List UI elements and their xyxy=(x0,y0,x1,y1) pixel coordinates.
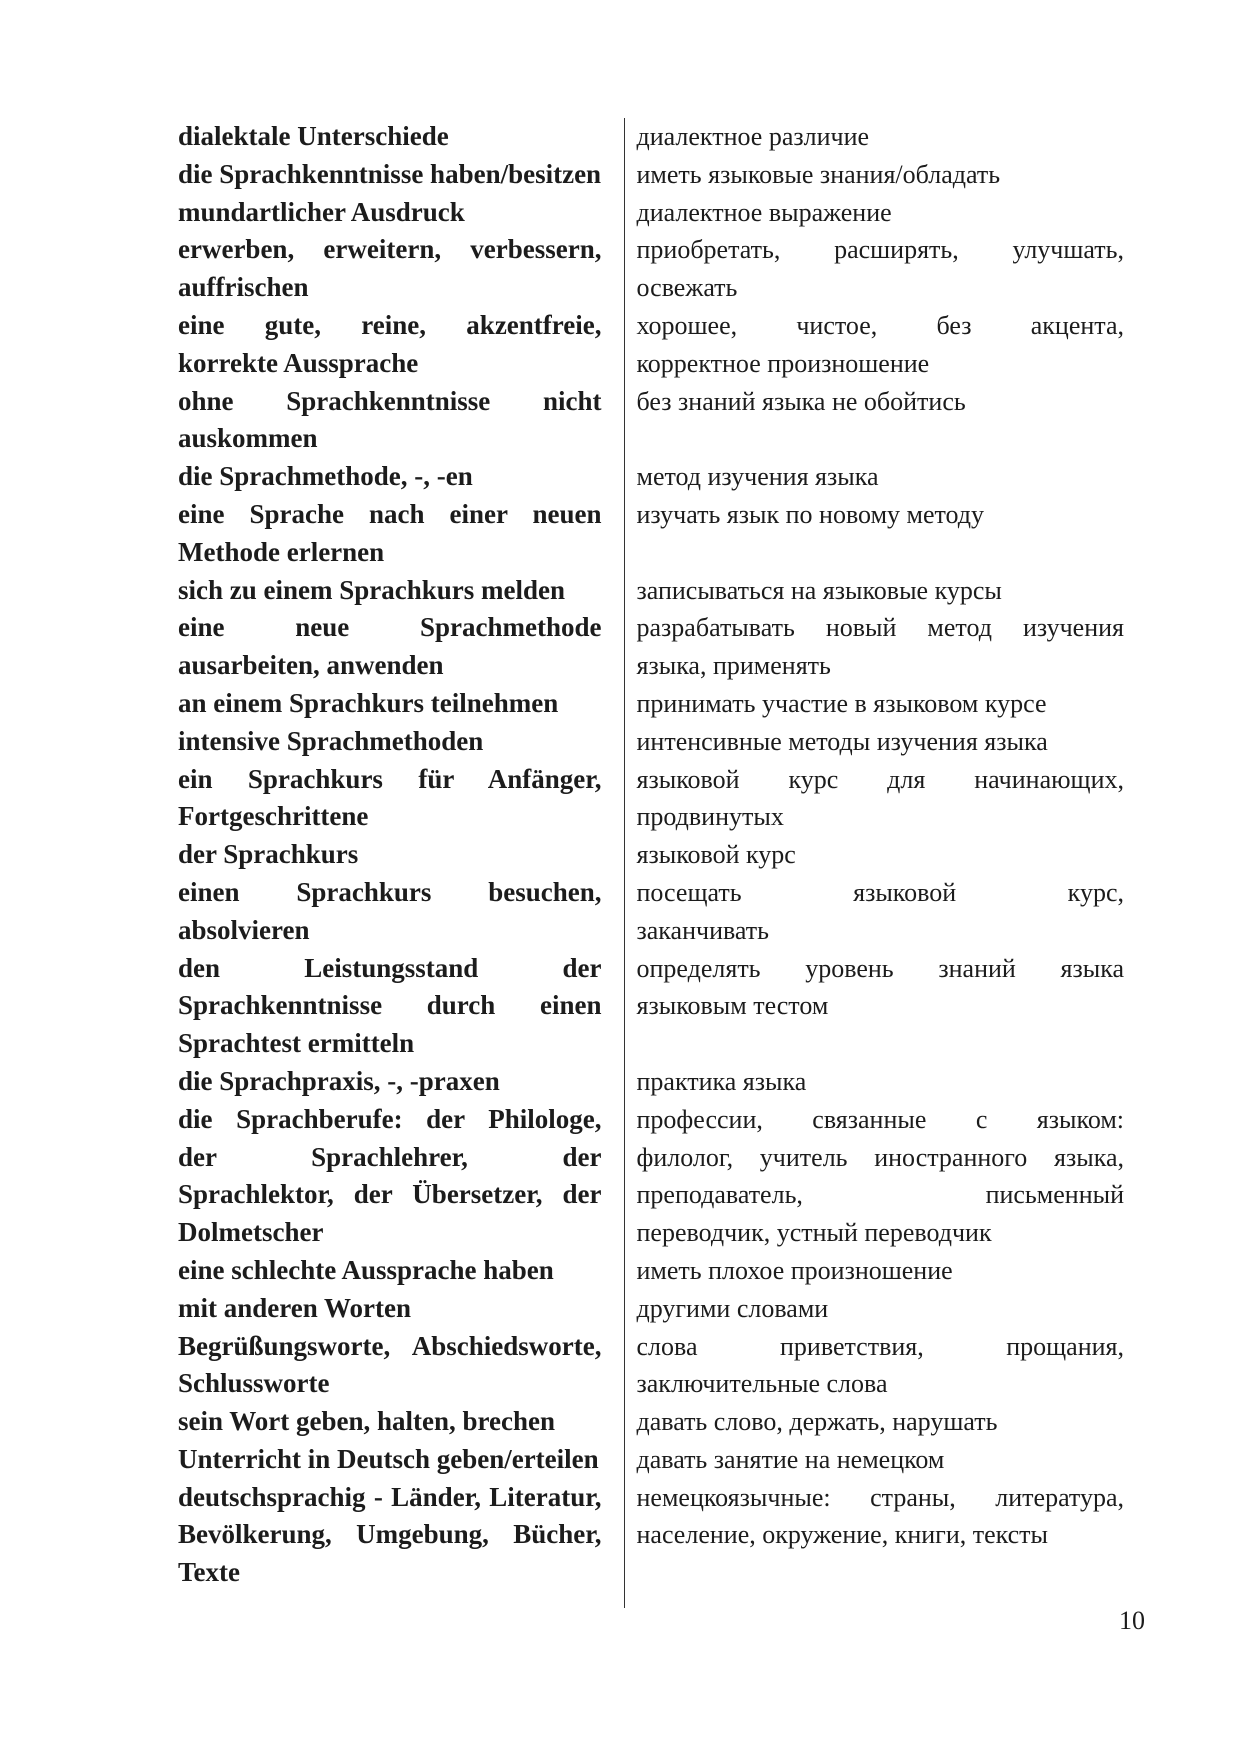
german-term xyxy=(178,307,624,383)
vocabulary-row xyxy=(178,723,1124,761)
russian-translation xyxy=(624,1479,1124,1608)
russian-translation xyxy=(624,1403,1124,1441)
russian-translation xyxy=(624,1441,1124,1479)
german-term-line: dialektale Unterschiede xyxy=(178,121,449,151)
russian-translation-line: другими словами xyxy=(636,1293,829,1323)
russian-translation-line: приобретать, расширять, улучшать, xyxy=(636,235,1124,265)
russian-translation-line: разрабатывать новый метод изучения xyxy=(636,613,1124,643)
german-term-line: die Sprachkenntnisse haben/besitzen xyxy=(178,158,602,189)
german-term-line: die Sprachberufe: der Philologe, xyxy=(178,1103,602,1134)
blank-line xyxy=(637,1025,1125,1063)
german-term xyxy=(178,1403,624,1441)
russian-translation-line: диалектное выражение xyxy=(636,197,892,227)
vocabulary-row xyxy=(178,1101,1124,1252)
vocabulary-table-body xyxy=(178,118,1124,1608)
russian-translation-line: принимать участие в языковом курсе xyxy=(636,688,1047,718)
russian-translation-line: заканчивать xyxy=(636,915,770,945)
german-term-line: Dolmetscher xyxy=(178,1217,324,1248)
russian-translation-line: практика языка xyxy=(636,1066,807,1096)
german-term-line: Texte xyxy=(178,1557,240,1588)
german-term-line: eine gute, reine, akzentfreie, xyxy=(178,309,602,340)
german-term xyxy=(178,1290,624,1328)
russian-translation-line: освежать xyxy=(636,273,738,303)
russian-translation-line: профессии, связанные с языком: xyxy=(636,1104,1124,1134)
german-term xyxy=(178,572,624,610)
german-term-line: absolvieren xyxy=(178,914,310,945)
german-term-line: eine schlechte Aussprache haben xyxy=(178,1254,554,1285)
russian-translation-line: языковой курс для начинающих, xyxy=(636,764,1124,794)
russian-translation-line: языковой курс xyxy=(636,840,796,870)
vocabulary-row xyxy=(178,874,1124,950)
russian-translation xyxy=(624,1063,1124,1101)
german-term-line: an einem Sprachkurs teilnehmen xyxy=(178,687,559,718)
vocabulary-row xyxy=(178,1328,1124,1404)
german-term-line: Methode erlernen xyxy=(178,536,385,567)
russian-translation xyxy=(624,156,1124,194)
russian-translation xyxy=(624,194,1124,232)
german-term xyxy=(178,609,624,685)
german-term-line: Bevölkerung, Umgebung, Bücher, xyxy=(178,1519,602,1550)
blank-line xyxy=(637,534,1125,572)
russian-translation xyxy=(624,496,1124,572)
german-term xyxy=(178,231,624,307)
german-term-line: Sprachtest ermitteln xyxy=(178,1028,415,1059)
vocabulary-row xyxy=(178,307,1124,383)
vocabulary-row xyxy=(178,950,1124,1063)
russian-translation xyxy=(624,723,1124,761)
russian-translation-line: посещать языковой курс, xyxy=(636,877,1124,907)
vocabulary-row xyxy=(178,1063,1124,1101)
russian-translation xyxy=(624,836,1124,874)
german-term xyxy=(178,685,624,723)
russian-translation-line: иметь языковые знания/обладать xyxy=(636,159,1001,189)
vocabulary-row xyxy=(178,1252,1124,1290)
german-term-line: sein Wort geben, halten, brechen xyxy=(178,1406,556,1437)
german-term-line: mit anderen Worten xyxy=(178,1292,411,1323)
german-term xyxy=(178,194,624,232)
russian-translation-line: иметь плохое произношение xyxy=(636,1255,953,1285)
vocabulary-row xyxy=(178,194,1124,232)
german-term xyxy=(178,761,624,837)
russian-translation-line: определять уровень знаний языка xyxy=(636,953,1124,983)
german-term-line: die Sprachpraxis, -, -praxen xyxy=(178,1065,500,1096)
russian-translation-line: давать слово, держать, нарушать xyxy=(636,1407,998,1437)
russian-translation-line: давать занятие на немецком xyxy=(636,1444,945,1474)
blank-line xyxy=(637,420,1125,458)
german-term xyxy=(178,1101,624,1252)
german-term-line: der Sprachkurs xyxy=(178,839,359,870)
vocabulary-row xyxy=(178,231,1124,307)
russian-translation-line: немецкоязычные: страны, литература, xyxy=(636,1482,1124,1512)
german-term xyxy=(178,874,624,950)
russian-translation-line: записываться на языковые курсы xyxy=(636,575,1002,605)
russian-translation-line: языка, применять xyxy=(636,651,831,681)
german-term xyxy=(178,118,624,156)
russian-translation-line: интенсивные методы изучения языка xyxy=(636,726,1048,756)
russian-translation xyxy=(624,458,1124,496)
russian-translation xyxy=(624,118,1124,156)
russian-translation-line: диалектное различие xyxy=(636,122,870,151)
german-term-line: deutschsprachig - Länder, Literatur, xyxy=(178,1481,602,1512)
german-term-line: auffrischen xyxy=(178,272,309,303)
russian-translation xyxy=(624,609,1124,685)
german-term xyxy=(178,950,624,1063)
german-term xyxy=(178,496,624,572)
german-term xyxy=(178,156,624,194)
german-term-line: eine neue Sprachmethode xyxy=(178,612,602,643)
german-term-line: Begrüßungsworte, Abschiedsworte, xyxy=(178,1330,602,1361)
russian-translation xyxy=(624,572,1124,610)
german-term-line: mundartlicher Ausdruck xyxy=(178,196,465,227)
vocabulary-row xyxy=(178,609,1124,685)
russian-translation xyxy=(624,685,1124,723)
russian-translation-line: переводчик, устный переводчик xyxy=(636,1218,992,1248)
russian-translation xyxy=(624,307,1124,383)
russian-translation-line: корректное произношение xyxy=(636,348,930,378)
german-term-line: auskommen xyxy=(178,423,318,454)
russian-translation-line: филолог, учитель иностранного языка, xyxy=(636,1142,1124,1172)
german-term xyxy=(178,723,624,761)
russian-translation xyxy=(624,1290,1124,1328)
russian-translation xyxy=(624,383,1124,459)
vocabulary-row xyxy=(178,156,1124,194)
russian-translation-line: хорошее, чистое, без акцента, xyxy=(636,310,1124,340)
vocabulary-row xyxy=(178,1290,1124,1328)
russian-translation xyxy=(624,231,1124,307)
blank-line xyxy=(637,1554,1125,1592)
german-term-line: intensive Sprachmethoden xyxy=(178,725,484,756)
vocabulary-row xyxy=(178,1403,1124,1441)
german-term-line: einen Sprachkurs besuchen, xyxy=(178,876,602,907)
vocabulary-row xyxy=(178,685,1124,723)
german-term-line: ohne Sprachkenntnisse nicht xyxy=(178,385,602,416)
german-term xyxy=(178,836,624,874)
german-term-line: Schlussworte xyxy=(178,1368,330,1399)
german-term-line: die Sprachmethode, -, -en xyxy=(178,461,473,492)
vocabulary-row xyxy=(178,496,1124,572)
german-term-line: Sprachkenntnisse durch einen xyxy=(178,990,602,1021)
german-term-line: ein Sprachkurs für Anfänger, xyxy=(178,763,602,794)
vocabulary-row xyxy=(178,458,1124,496)
russian-translation xyxy=(624,874,1124,950)
german-term-line: der Sprachlehrer, der xyxy=(178,1141,602,1172)
russian-translation-line: заключительные слова xyxy=(636,1369,888,1399)
german-term-line: Sprachlektor, der Übersetzer, der xyxy=(178,1179,602,1210)
german-term-line: erwerben, erweitern, verbessern, xyxy=(178,234,602,265)
german-term xyxy=(178,1328,624,1404)
german-term-line: sich zu einem Sprachkurs melden xyxy=(178,574,566,605)
german-term xyxy=(178,1479,624,1608)
vocabulary-row xyxy=(178,383,1124,459)
russian-translation xyxy=(624,1328,1124,1404)
russian-translation-line: изучать язык по новому методу xyxy=(636,499,985,529)
vocabulary-row xyxy=(178,1479,1124,1608)
german-term xyxy=(178,1441,624,1479)
german-term-line: eine Sprache nach einer neuen xyxy=(178,498,602,529)
page-number: 10 xyxy=(1119,1606,1145,1635)
russian-translation-line: население, окружение, книги, тексты xyxy=(636,1520,1049,1550)
german-term-line: korrekte Aussprache xyxy=(178,347,419,378)
russian-translation-line: без знаний языка не обойтись xyxy=(636,386,966,416)
german-term xyxy=(178,1252,624,1290)
vocabulary-row xyxy=(178,761,1124,837)
vocabulary-row xyxy=(178,836,1124,874)
russian-translation xyxy=(624,1252,1124,1290)
russian-translation-line: слова приветствия, прощания, xyxy=(636,1331,1124,1361)
russian-translation-line: языковым тестом xyxy=(636,991,829,1021)
russian-translation-line: продвинутых xyxy=(636,802,784,832)
russian-translation xyxy=(624,761,1124,837)
russian-translation-line: метод изучения языка xyxy=(636,462,879,492)
german-term xyxy=(178,383,624,459)
russian-translation xyxy=(624,950,1124,1063)
german-term-line: ausarbeiten, anwenden xyxy=(178,650,444,681)
german-term xyxy=(178,1063,624,1101)
german-term-line: Fortgeschrittene xyxy=(178,801,369,832)
german-term-line: Unterricht in Deutsch geben/erteilen xyxy=(178,1443,599,1474)
vocabulary-table xyxy=(178,118,1124,1608)
russian-translation-line: преподаватель, письменный xyxy=(636,1180,1124,1210)
german-term-line: den Leistungsstand der xyxy=(178,952,602,983)
vocabulary-row xyxy=(178,1441,1124,1479)
russian-translation xyxy=(624,1101,1124,1252)
vocabulary-row xyxy=(178,118,1124,156)
vocabulary-row xyxy=(178,572,1124,610)
german-term xyxy=(178,458,624,496)
